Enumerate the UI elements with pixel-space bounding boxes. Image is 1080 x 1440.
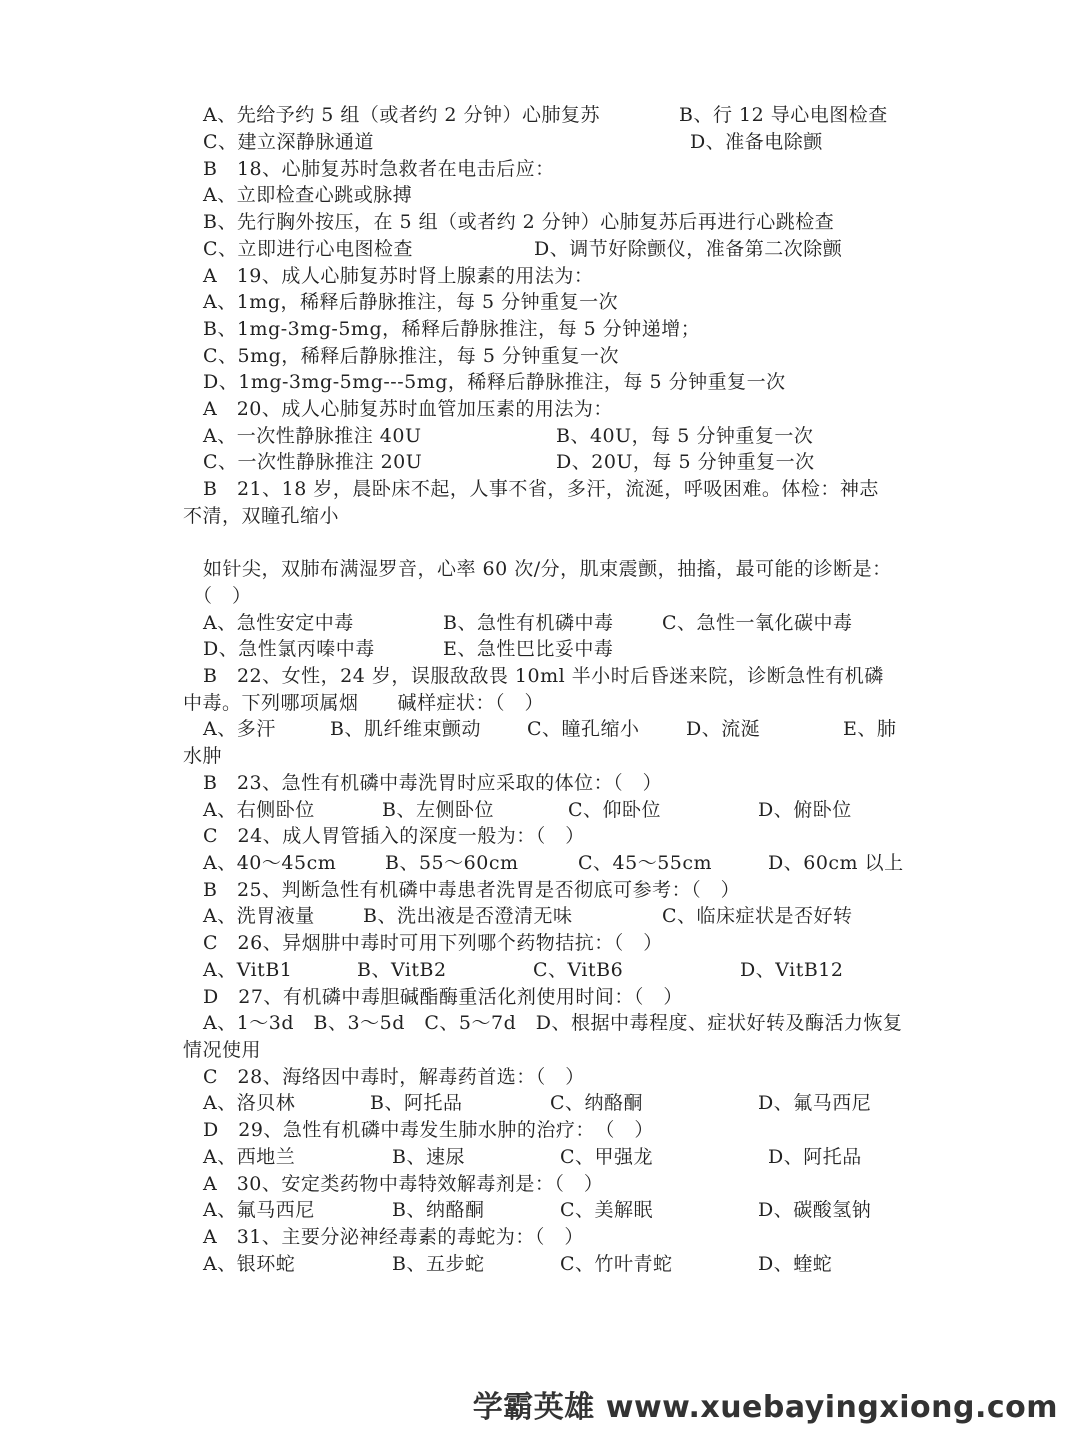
option-21-d: D、急性氯丙嗪中毒: [203, 638, 375, 660]
option-20-a: A、一次性静脉推注 40U: [203, 425, 422, 447]
option-28-d: D、氟马西尼: [758, 1092, 872, 1114]
question-20: A 20、成人心肺复苏时血管加压素的用法为：: [203, 398, 613, 420]
option-28-c: C、纳酪酮: [550, 1092, 644, 1114]
option-19-b: B、1mg-3mg-5mg，稀释后静脉推注，每 5 分钟递增；: [203, 318, 701, 340]
option-17-d: D、准备电除颤: [690, 131, 823, 153]
option-23-a: A、右侧卧位: [203, 799, 315, 821]
question-28: C 28、海络因中毒时，解毒药首选：（ ）: [203, 1066, 585, 1088]
site-watermark: 学霸英雄 www.xuebayingxiong.com: [472, 1390, 1058, 1425]
option-22-e: E、肺: [843, 718, 897, 740]
question-27: D 27、有机磷中毒胆碱酯酶重活化剂使用时间：（ ）: [203, 986, 683, 1008]
option-29-b: B、速尿: [392, 1146, 465, 1168]
option-30-a: A、氟马西尼: [203, 1199, 315, 1221]
question-19: A 19、成人心肺复苏时肾上腺素的用法为：: [203, 265, 594, 287]
option-20-c: C、一次性静脉推注 20U: [203, 451, 423, 473]
option-22-c: C、瞳孔缩小: [527, 718, 640, 740]
question-30: A 30、安定类药物中毒特效解毒剂是：（ ）: [203, 1173, 604, 1195]
question-21-line2: 不清，双瞳孔缩小: [183, 505, 340, 527]
option-26-b: B、VitB2: [357, 959, 447, 981]
option-19-d: D、1mg-3mg-5mg---5mg，稀释后静脉推注，每 5 分钟重复一次: [203, 371, 786, 393]
option-30-b: B、纳酪酮: [392, 1199, 485, 1221]
option-20-b: B、40U，每 5 分钟重复一次: [556, 425, 814, 447]
option-18-b: B、先行胸外按压，在 5 组（或者约 2 分钟）心肺复苏后再进行心跳检查: [203, 211, 835, 233]
question-22-line1: B 22、女性，24 岁，误服敌敌畏 10ml 半小时后昏迷来院，诊断急性有机磷: [203, 665, 884, 687]
question-25: B 25、判断急性有机磷中毒患者洗胃是否彻底可参考：（ ）: [203, 879, 741, 901]
option-23-c: C、仰卧位: [568, 799, 662, 821]
option-21-e: E、急性巴比妥中毒: [443, 638, 614, 660]
option-17-a: A、先给予约 5 组（或者约 2 分钟）心肺复苏: [203, 104, 601, 126]
option-18-d: D、调节好除颤仪，准备第二次除颤: [534, 238, 843, 260]
question-21-blank: （ ）: [193, 585, 252, 607]
options-27-line2: 情况使用: [183, 1039, 262, 1061]
option-21-c: C、急性一氧化碳中毒: [662, 612, 853, 634]
question-26: C 26、异烟肼中毒时可用下列哪个药物拮抗：（ ）: [203, 932, 663, 954]
option-22-b: B、肌纤维束颤动: [330, 718, 481, 740]
question-31: A 31、主要分泌神经毒素的毒蛇为：（ ）: [203, 1226, 584, 1248]
option-19-a: A、1mg，稀释后静脉推注，每 5 分钟重复一次: [203, 291, 619, 313]
option-29-a: A、西地兰: [203, 1146, 296, 1168]
option-28-a: A、洛贝林: [203, 1092, 296, 1114]
option-22-a: A、多汗: [203, 718, 276, 740]
option-21-a: A、急性安定中毒: [203, 612, 354, 634]
question-23: B 23、急性有机磷中毒洗胃时应采取的体位：（ ）: [203, 772, 663, 794]
question-29: D 29、急性有机磷中毒发生肺水肿的治疗： （ ）: [203, 1119, 654, 1141]
option-24-a: A、40～45cm: [203, 852, 337, 874]
option-25-a: A、洗胃液量: [203, 905, 315, 927]
option-25-b: B、洗出液是否澄清无味: [363, 905, 573, 927]
option-20-d: D、20U，每 5 分钟重复一次: [556, 451, 815, 473]
question-24: C 24、成人胃管插入的深度一般为：（ ）: [203, 825, 585, 847]
question-22-line2: 中毒。下列哪项属烟 碱样症状：（ ）: [183, 692, 545, 714]
option-29-d: D、阿托品: [768, 1146, 862, 1168]
option-29-c: C、甲强龙: [560, 1146, 654, 1168]
option-23-d: D、俯卧位: [758, 799, 852, 821]
option-23-b: B、左侧卧位: [382, 799, 494, 821]
option-28-b: B、阿托品: [370, 1092, 463, 1114]
option-18-c: C、立即进行心电图检查: [203, 238, 414, 260]
options-27-line1: A、1～3d B、3～5d C、5～7d D、根据中毒程度、症状好转及酶活力恢复: [203, 1012, 903, 1034]
option-24-b: B、55～60cm: [385, 852, 519, 874]
option-24-c: C、45～55cm: [578, 852, 713, 874]
option-24-d: D、60cm 以上: [768, 852, 904, 874]
question-18: B 18、心肺复苏时急救者在电击后应：: [203, 158, 555, 180]
option-31-b: B、五步蛇: [392, 1253, 485, 1275]
option-17-b: B、行 12 导心电图检查: [679, 104, 888, 126]
option-26-c: C、VitB6: [533, 959, 624, 981]
option-17-c: C、建立深静脉通道: [203, 131, 375, 153]
question-21-line1: B 21、18 岁，晨卧床不起，人事不省，多汗，流涎，呼吸困难。体检：神志: [203, 478, 879, 500]
option-31-c: C、竹叶青蛇: [560, 1253, 673, 1275]
option-22-d: D、流涎: [686, 718, 761, 740]
option-18-a: A、立即检查心跳或脉搏: [203, 184, 413, 206]
option-21-b: B、急性有机磷中毒: [443, 612, 614, 634]
option-26-a: A、VitB1: [203, 959, 293, 981]
question-21-line3: 如针尖，双肺布满湿罗音，心率 60 次/分，肌束震颤，抽搐，最可能的诊断是：: [203, 558, 892, 580]
option-22-e-cont: 水肿: [183, 745, 223, 767]
option-25-c: C、临床症状是否好转: [662, 905, 853, 927]
option-26-d: D、VitB12: [740, 959, 844, 981]
option-30-c: C、美解眠: [560, 1199, 654, 1221]
option-30-d: D、碳酸氢钠: [758, 1199, 872, 1221]
option-19-c: C、5mg，稀释后静脉推注，每 5 分钟重复一次: [203, 345, 619, 367]
option-31-d: D、蝰蛇: [758, 1253, 833, 1275]
option-31-a: A、银环蛇: [203, 1253, 296, 1275]
